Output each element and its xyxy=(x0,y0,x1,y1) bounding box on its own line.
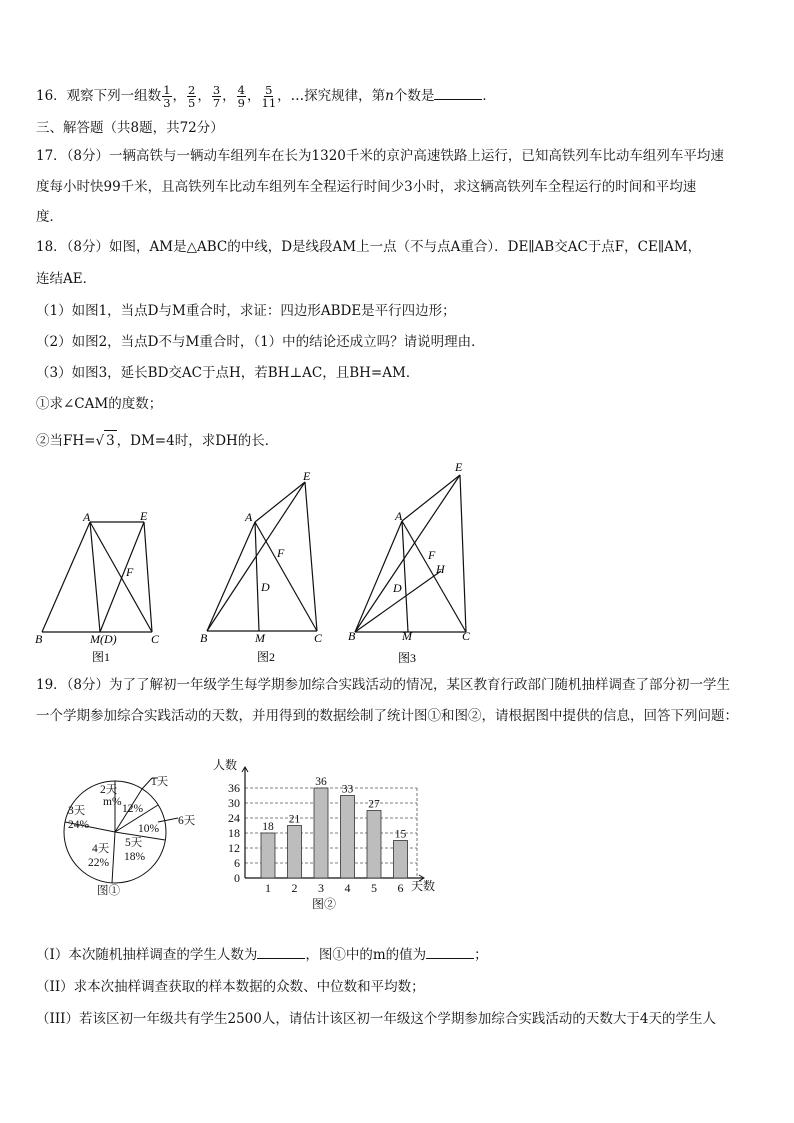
label-C: C xyxy=(151,632,160,646)
bar xyxy=(314,788,328,878)
y-tick-label: 12 xyxy=(228,841,240,855)
pie-percent: 24% xyxy=(68,819,90,831)
y-tick-label: 36 xyxy=(228,781,240,795)
bar-caption: 图② xyxy=(312,897,337,911)
geometry-figure-2 xyxy=(195,465,335,665)
pie-label: 1天 xyxy=(151,776,169,788)
bar xyxy=(367,811,381,879)
geometry-figure-1 xyxy=(30,505,170,665)
fraction: $\frac{4}{9}$ xyxy=(237,83,245,110)
y-tick-label: 6 xyxy=(234,856,240,870)
bar xyxy=(394,841,408,879)
bar-value-label: 18 xyxy=(262,821,274,833)
bar-value-label: 33 xyxy=(341,783,354,796)
bar xyxy=(261,833,275,878)
y-tick-label: 0 xyxy=(234,871,240,885)
q18-part3: （3）如图3，延长BD交AC于点H，若BH⊥AC，且BH=AM． xyxy=(36,365,420,381)
label-F: F xyxy=(126,565,134,579)
label-B: B xyxy=(348,629,356,643)
figure-caption: 图3 xyxy=(398,651,417,665)
fraction: $\frac{1}{3}$ xyxy=(163,83,171,110)
pie-chart xyxy=(40,770,210,900)
bar-chart xyxy=(205,752,455,912)
figure-caption: 图2 xyxy=(257,650,276,664)
pie-label: 6天 xyxy=(178,815,196,827)
bar-value-label: 15 xyxy=(394,828,407,841)
x-tick-label: 4 xyxy=(344,881,351,895)
pie-percent: 18% xyxy=(124,851,146,863)
pie-percent: 12% xyxy=(122,803,144,815)
geometry-figure-3 xyxy=(345,458,485,668)
pie-label: 3天 xyxy=(68,805,86,817)
bar-value-label: 36 xyxy=(315,776,327,788)
answer-blank xyxy=(434,87,482,100)
q19-sub3: （III）若该区初一年级共有学生2500人，请估计该区初一年级这个学期参加综合实践活动的天数大于4天的学生人 xyxy=(36,1011,716,1027)
q18-part1: （1）如图1，当点D与M重合时，求证：四边形ABDE是平行四边形； xyxy=(36,303,456,319)
pie-label: 2天 xyxy=(100,784,118,796)
label-C: C xyxy=(462,629,471,643)
q18-line1: 18．（8分）如图，AM是△ABC的中线，D是线段AM上一点（不与点A重合）．DE∥AB交AC于点F，CE∥AM， xyxy=(36,239,702,255)
q19-line1: 19．（8分）为了了解初一年级学生每学期参加综合实践活动的情况，某区教育行政部门随机抽样调查了部分初一学生 xyxy=(36,677,731,693)
label-H: H xyxy=(436,562,445,576)
label-E: E xyxy=(140,509,148,523)
pie-caption: 图① xyxy=(97,885,120,897)
label-M: M xyxy=(402,629,412,643)
q17-line1: 17．（8分）一辆高铁与一辆动车组列车在长为1320千米的京沪高速铁路上运行，已知高铁列车比动车组列车平均速 xyxy=(36,148,724,164)
x-tick-label: 2 xyxy=(291,881,298,895)
section-heading: 三、解答题（共8题，共72分） xyxy=(36,120,224,136)
fraction: $\frac{5}{11}$ xyxy=(261,83,277,110)
label-B: B xyxy=(200,631,208,645)
pie-label: 4天 xyxy=(92,843,110,855)
bar xyxy=(288,826,302,879)
bar xyxy=(341,796,355,879)
label-M: M(D) xyxy=(90,632,117,646)
pie-percent: 22% xyxy=(88,857,110,869)
y-tick-label: 30 xyxy=(228,796,240,810)
x-tick-label: 5 xyxy=(371,881,377,895)
q16-prefix: 16．观察下列一组数 xyxy=(36,88,162,104)
pie-percent: m% xyxy=(103,796,122,808)
figure-caption: 图1 xyxy=(92,650,111,664)
x-tick-label: 3 xyxy=(318,881,324,895)
fraction: $\frac{2}{5}$ xyxy=(188,83,196,110)
q18-part3b: ②当FH=√ 3 ，DM=4时，求DH的长． xyxy=(36,430,278,451)
q17-line3: 度． xyxy=(36,209,63,225)
label-A: A xyxy=(83,510,91,524)
pie-percent: 10% xyxy=(138,823,160,835)
q18-part3a: ①求∠CAM的度数； xyxy=(36,396,163,412)
label-D: D xyxy=(261,580,270,594)
y-tick-label: 18 xyxy=(228,826,240,840)
q17-line2: 度每小时快99千米，且高铁列车比动车组列车全程运行时间少3小时，求这辆高铁列车全程运行的时间和平均速 xyxy=(36,179,697,195)
y-axis-label: 人数 xyxy=(213,758,238,772)
q18-part2: （2）如图2，当点D不与M重合时，（1）中的结论还成立吗？请说明理由． xyxy=(36,334,485,350)
q19-line2: 一个学期参加综合实践活动的天数，并用得到的数据绘制了统计图①和图②，请根据图中提供的信息，回答下列问题： xyxy=(36,708,738,724)
q16-line: 16．观察下列一组数 $\frac{1}{3}$ ， $\frac{2}{5}$ ， $\frac{3}{7}$ ， $\frac{4}{9}$ ， $\frac{5}{11}$ ，…探究规律，第n个数是 ． xyxy=(36,83,496,110)
x-axis-label: 天数 xyxy=(411,879,436,893)
label-F: F xyxy=(428,548,436,562)
q18-line2: 连结AE． xyxy=(36,271,97,287)
answer-blank xyxy=(257,946,305,959)
y-tick-label: 24 xyxy=(228,811,240,825)
label-M: M xyxy=(255,631,265,645)
bar-value-label: 27 xyxy=(368,798,380,811)
label-E: E xyxy=(455,460,463,474)
x-tick-label: 6 xyxy=(397,881,404,895)
q19-sub2: （II）求本次抽样调查获取的样本数据的众数、中位数和平均数； xyxy=(36,979,425,995)
pie-label: 5天 xyxy=(125,837,143,849)
x-tick-label: 1 xyxy=(265,881,271,895)
fraction: $\frac{3}{7}$ xyxy=(212,83,221,110)
label-E: E xyxy=(303,469,311,483)
label-F: F xyxy=(277,546,285,560)
bar-value-label: 21 xyxy=(288,813,301,826)
label-A: A xyxy=(245,510,253,524)
label-D: D xyxy=(393,581,402,595)
pie-divider xyxy=(112,832,115,883)
q19-sub1: （I）本次随机抽样调查的学生人数为 ，图①中的m的值为 ； xyxy=(36,947,488,963)
label-B: B xyxy=(35,632,43,646)
answer-blank xyxy=(426,946,474,959)
label-A: A xyxy=(395,509,403,523)
label-C: C xyxy=(314,631,323,645)
